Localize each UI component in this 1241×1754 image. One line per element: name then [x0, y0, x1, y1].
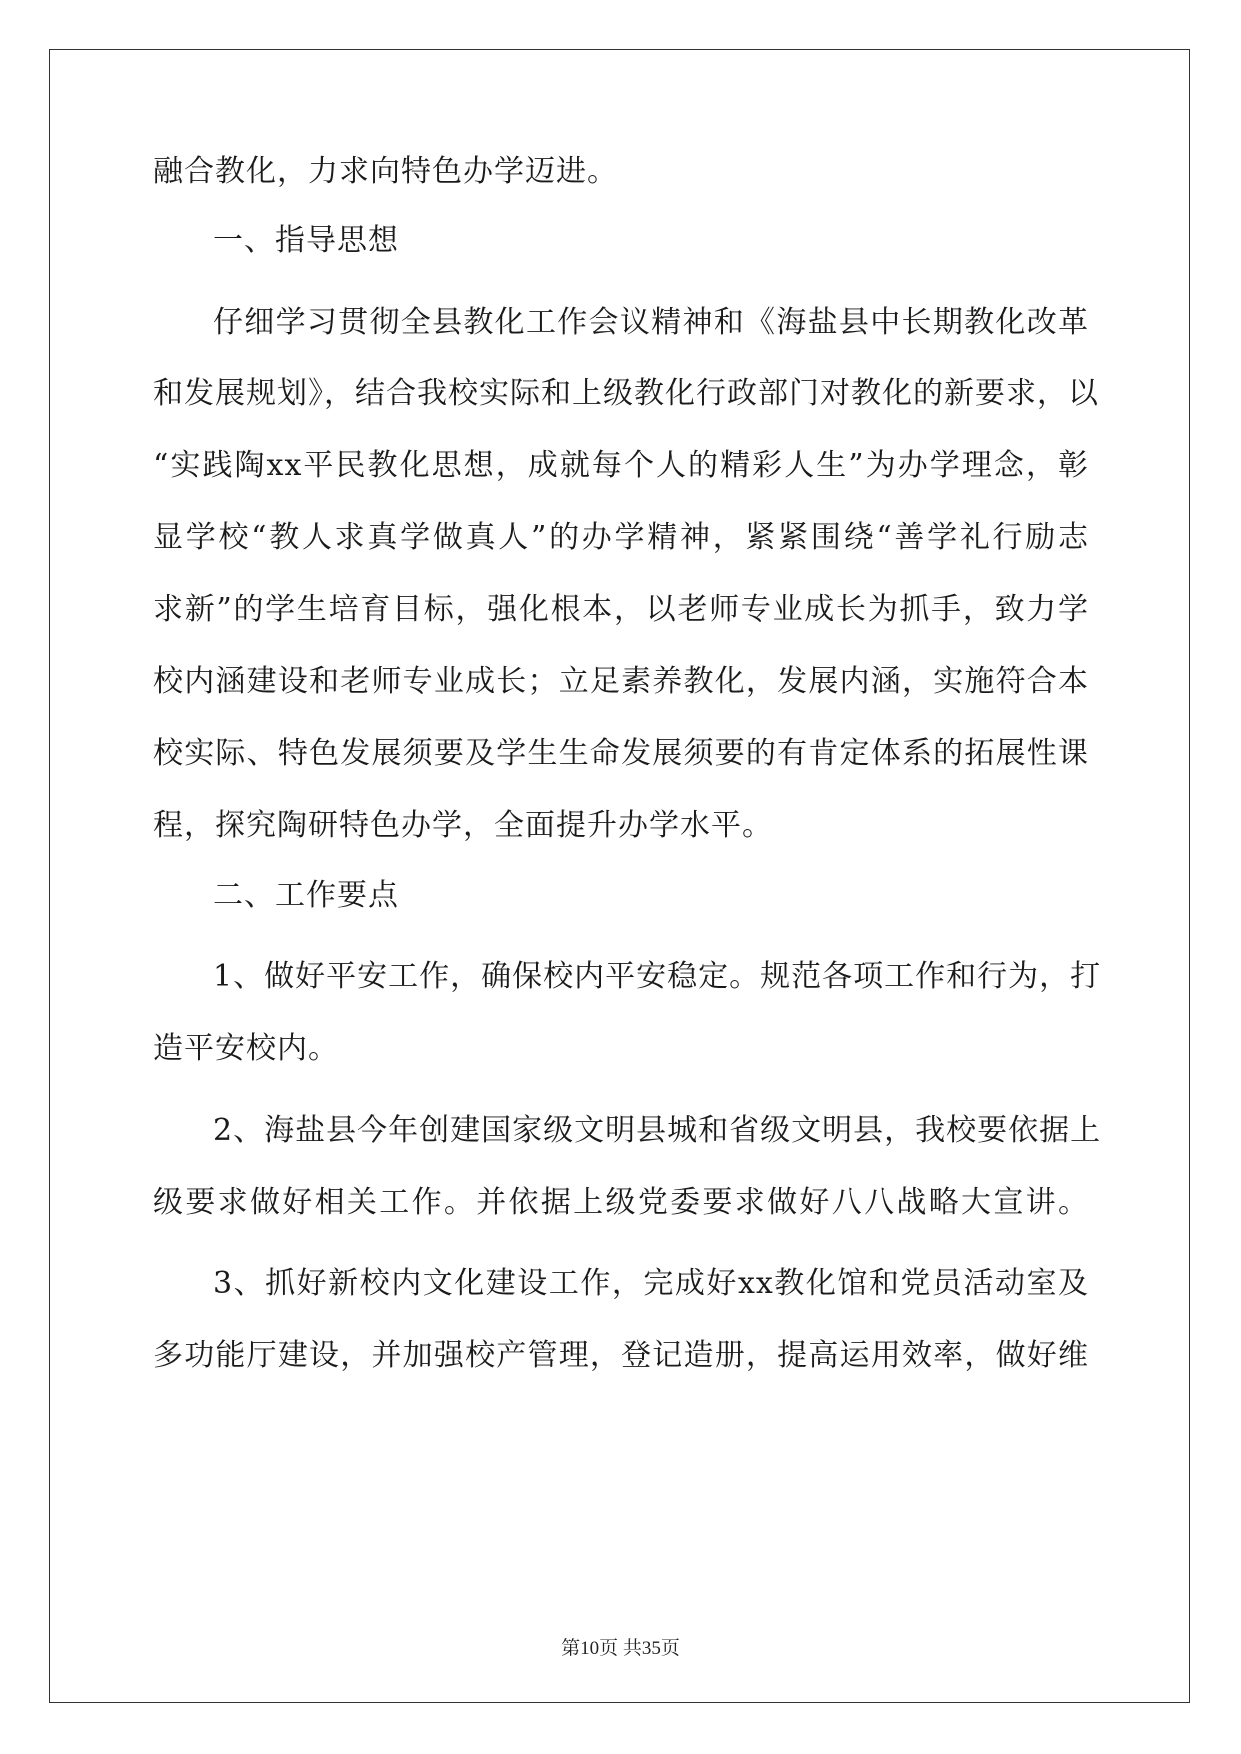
body-line-9: 校实际、特色发展须要及学生生命发展须要的有肯定体系的拓展性课	[153, 736, 1089, 771]
section-heading-work-points: 二、工作要点	[213, 878, 399, 913]
body-line-16: 3、抓好新校内文化建设工作，完成好xx教化馆和党员活动室及	[213, 1266, 1089, 1301]
body-line-5: “实践陶xx平民教化思想，成就每个人的精彩人生”为办学理念，彰	[153, 448, 1089, 483]
body-line-6: 显学校“教人求真学做真人”的办学精神，紧紧围绕“善学礼行励志	[153, 520, 1089, 555]
page-footer: 第10页 共35页	[561, 1638, 680, 1659]
body-line-17: 多功能厅建设，并加强校产管理，登记造册，提高运用效率，做好维	[153, 1338, 1089, 1373]
body-line-7: 求新”的学生培育目标，强化根本，以老师专业成长为抓手，致力学	[153, 592, 1089, 627]
body-line-10: 程，探究陶研特色办学，全面提升办学水平。	[153, 808, 773, 843]
body-line-1: 融合教化，力求向特色办学迈进。	[153, 154, 618, 189]
section-heading-guiding-thought: 一、指导思想	[213, 223, 399, 258]
body-line-12: 1、做好平安工作，确保校内平安稳定。规范各项工作和行为，打	[213, 959, 1102, 994]
body-line-14: 2、海盐县今年创建国家级文明县城和省级文明县，我校要依据上	[213, 1113, 1102, 1148]
body-line-4: 和发展规划》，结合我校实际和上级教化行政部门对教化的新要求，以	[153, 376, 1099, 411]
body-line-15: 级要求做好相关工作。并依据上级党委要求做好八八战略大宣讲。	[153, 1185, 1089, 1220]
body-line-3: 仔细学习贯彻全县教化工作会议精神和《海盐县中长期教化改革	[213, 305, 1089, 340]
body-line-13: 造平安校内。	[153, 1031, 339, 1066]
body-line-8: 校内涵建设和老师专业成长；立足素养教化，发展内涵，实施符合本	[153, 664, 1089, 699]
